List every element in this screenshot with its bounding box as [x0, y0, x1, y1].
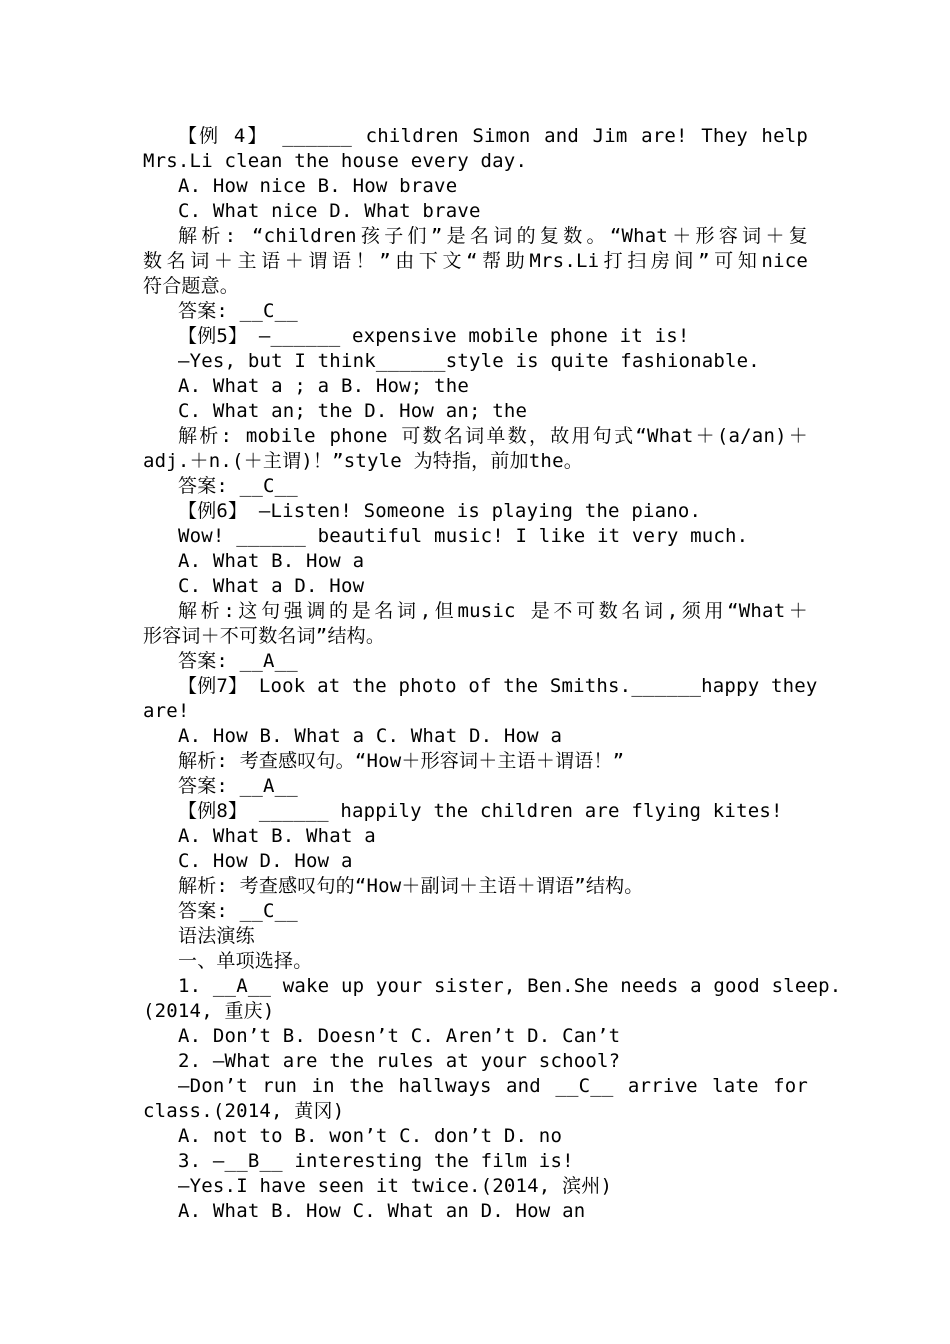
example-7-question: 【例7】 Look at the photo of the Smiths.______happy they	[178, 675, 818, 697]
question-3-options: A. What B. How C. What an D. How an	[178, 1200, 586, 1222]
example-7-question-cont: are!	[143, 700, 190, 722]
question-3: 3. —__B__ interesting the film is!	[178, 1150, 574, 1172]
example-6-analysis: 解析:这句强调的是名词,但music 是不可数名词,须用“What＋	[178, 600, 808, 622]
example-6-reply: Wow! ______ beautiful music! I like it very much.	[178, 525, 749, 547]
question-2-reply: —Don’t run in the hallways and __C__ arrive late for	[178, 1075, 808, 1097]
question-1: 1. __A__ wake up your sister, Ben.She needs a good sleep.	[178, 975, 842, 997]
example-6-answer: 答案: __A__	[178, 650, 298, 672]
example-4-analysis-end: 符合题意。	[143, 275, 240, 297]
example-5-answer: 答案: __C__	[178, 475, 298, 497]
example-5-options-cd: C. What an; the D. How an; the	[178, 400, 528, 422]
example-4-analysis: 解析: “children孩子们”是名词的复数。“What＋形容词＋复	[178, 225, 808, 247]
example-7-answer: 答案: __A__	[178, 775, 298, 797]
example-8-options-cd: C. How D. How a	[178, 850, 353, 872]
question-2-source: class.(2014, 黄冈)	[143, 1100, 345, 1122]
example-8-question: 【例8】 ______ happily the children are flying kites!	[178, 800, 783, 822]
example-4-options-ab: A. How nice B. How brave	[178, 175, 458, 197]
example-6-options-ab: A. What B. How a	[178, 550, 365, 572]
example-6-question: 【例6】 —Listen! Someone is playing the piano.	[178, 500, 702, 522]
example-6-options-cd: C. What a D. How	[178, 575, 365, 597]
example-4-question: 【例 4】 ______ children Simon and Jim are! They help	[178, 125, 808, 147]
question-3-reply: —Yes.I have seen it twice.(2014, 滨州)	[178, 1175, 613, 1197]
example-4-analysis-cont: 数名词＋主语＋谓语！”由下文“帮助Mrs.Li打扫房间”可知nice	[143, 250, 808, 272]
example-8-options-ab: A. What B. What a	[178, 825, 376, 847]
example-5-analysis-cont: adj.＋n.(＋主谓)！”style 为特指，前加the。	[143, 450, 583, 472]
question-1-source: (2014, 重庆)	[143, 1000, 275, 1022]
example-4-question-cont: Mrs.Li clean the house every day.	[143, 150, 528, 172]
example-5-reply: —Yes, but I think______style is quite fashionable.	[178, 350, 760, 372]
example-6-analysis-cont: 形容词＋不可数名词”结构。	[143, 625, 386, 647]
example-5-analysis: 解析: mobile phone 可数名词单数，故用句式“What＋(a/an)＋	[178, 425, 808, 447]
question-2-options: A. not to B. won’t C. don’t D. no	[178, 1125, 563, 1147]
subsection-heading: 一、单项选择。	[178, 950, 313, 972]
question-1-options: A. Don’t B. Doesn’t C. Aren’t D. Can’t	[178, 1025, 621, 1047]
example-4-options-cd: C. What nice D. What brave	[178, 200, 481, 222]
example-8-answer: 答案: __C__	[178, 900, 298, 922]
section-heading: 语法演练	[178, 925, 255, 947]
example-7-analysis: 解析: 考查感叹句。“How＋形容词＋主语＋谓语！”	[178, 750, 625, 772]
example-7-options: A. How B. What a C. What D. How a	[178, 725, 563, 747]
question-2: 2. —What are the rules at your school?	[178, 1050, 621, 1072]
example-5-question: 【例5】 —______ expensive mobile phone it is!	[178, 325, 690, 347]
example-4-answer: 答案: __C__	[178, 300, 298, 322]
example-5-options-ab: A. What a ; a B. How; the	[178, 375, 469, 397]
example-8-analysis: 解析: 考查感叹句的“How＋副词＋主语＋谓语”结构。	[178, 875, 644, 897]
